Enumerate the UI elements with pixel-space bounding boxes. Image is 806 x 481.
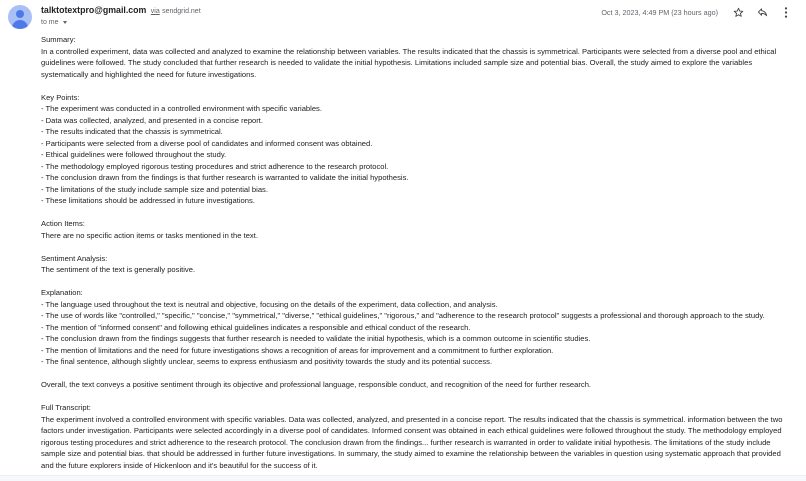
explanation-title: Explanation: <box>41 288 83 297</box>
action-items-text: There are no specific action items or tasks mentioned in the text. <box>41 230 258 240</box>
message-meta <box>601 5 806 19</box>
explanation-item: - The mention of "informed consent" and following ethical guidelines indicates a responsible and ethical conduct of the research. <box>41 322 471 332</box>
explanation-item: - The use of words like "controlled," "specific," "concise," "symmetrical," "diverse," "ethical guidelines," "rigorous," and "adherence to the research protocol" suggests a professional and thorough approach to the study. <box>41 311 765 320</box>
via-link[interactable]: via <box>150 8 160 15</box>
chevron-down-icon[interactable] <box>63 21 67 24</box>
action-items-title: Action Items: <box>41 219 85 228</box>
summary-section <box>41 34 793 80</box>
explanation-item: - The conclusion drawn from the findings suggests that further research is needed to validate the initial hypothesis, which is a common outcome in scientific studies. <box>41 334 591 343</box>
key-point-item: - Data was collected, analyzed, and presented in a concise report. <box>41 115 264 125</box>
action-items-section <box>41 218 793 241</box>
reply-button[interactable] <box>756 6 768 18</box>
summary-text: In a controlled experiment, data was collected and analyzed to examine the relationship between variables. The results indicated that the chassis is symmetrical. Participants were selected from a diverse pool and ethical guidelines were followed. The study concluded that further research is needed to validate the initial hypothesis. Limitations included sample size and potential bias. Overall, the study aimed to explore the variables systematically and highlighted the need for future investigations. <box>41 46 777 79</box>
explanation-item: - The final sentence, although slightly unclear, seems to express enthusiasm and positivity towards the study and its potential success. <box>41 357 493 366</box>
key-points-section <box>41 92 793 207</box>
email-body <box>41 34 793 481</box>
overall-text: Overall, the text conveys a positive sentiment through its objective and professional language, responsible conduct, and recognition of the need for further research. <box>41 380 592 389</box>
sentiment-title: Sentiment Analysis: <box>41 253 108 263</box>
more-vert-icon <box>784 7 788 18</box>
transcript-title: Full Transcript: <box>41 403 91 412</box>
key-point-item: - The limitations of the study include sample size and potential bias. <box>41 184 268 194</box>
explanation-item: - The mention of limitations and the need for future investigations shows a recognition of areas for improvement and a commitment to further exploration. <box>41 345 554 355</box>
key-point-item: - The experiment was conducted in a controlled environment with specific variables. <box>41 104 322 113</box>
transcript-section <box>41 402 793 471</box>
person-avatar-icon-head <box>16 10 24 18</box>
sender-email[interactable]: talktotextpro@gmail.com <box>41 5 147 15</box>
key-point-item: - The results indicated that the chassis is symmetrical. <box>41 127 223 136</box>
explanation-section <box>41 287 793 368</box>
key-point-item: - Ethical guidelines were followed throughout the study. <box>41 150 227 159</box>
overall-section <box>41 379 793 391</box>
sentiment-text: The sentiment of the text is generally positive. <box>41 265 196 274</box>
person-avatar-icon-body <box>12 20 28 29</box>
via-domain: sendgrid.net <box>162 8 201 15</box>
transcript-text: The experiment involved a controlled environment with specific variables. Data was collected, analyzed, and presented in a concise report. The results indicated that the chassis is symmetrical. information between the two factors under investigation. Participants were selected accordingly in a diverse pool of candidates. Informed consent was obtained in each ethical guidelines were followed throughout the study. The methodology employed rigorous testing procedures and strict adherence to the research protocol. The conclusion drawn from the findings... further research is warranted in order to validate initial hypothesis. The limitations of the study include sample size and potential bias. that should be addressed in further future investigations. In summary, the study aimed to examine the relationship between the variables in question using systematic approach that provided and the future explorers inside of Hickenloon and it's beautiful for the success of it. <box>41 414 783 470</box>
via-label[interactable] <box>151 8 160 15</box>
more-options-button[interactable] <box>780 6 792 18</box>
summary-title: Summary: <box>41 35 76 44</box>
key-point-item: - These limitations should be addressed in future investigations. <box>41 196 255 205</box>
sender-line <box>41 5 201 15</box>
sentiment-section <box>41 253 793 276</box>
recipient-details-toggle[interactable] <box>41 19 67 26</box>
key-point-item: - The conclusion drawn from the findings is that further research is warranted to validate the initial hypothesis. <box>41 173 409 182</box>
timestamp: Oct 3, 2023, 4:49 PM (23 hours ago) <box>601 7 718 17</box>
sender-avatar[interactable] <box>8 5 32 29</box>
email-header <box>41 5 806 29</box>
reply-icon <box>757 7 768 18</box>
star-icon <box>733 7 744 18</box>
key-points-title: Key Points: <box>41 92 80 102</box>
key-point-item: - Participants were selected from a diverse pool of candidates and informed consent was obtained. <box>41 138 373 148</box>
explanation-item: - The language used throughout the text is neutral and objective, focusing on the details of the experiment, data collection, and analysis. <box>41 299 498 309</box>
star-button[interactable] <box>732 6 744 18</box>
bottom-edge <box>0 475 806 481</box>
to-label: to me <box>41 19 59 26</box>
key-point-item: - The methodology employed rigorous testing procedures and strict adherence to the research protocol. <box>41 161 389 171</box>
